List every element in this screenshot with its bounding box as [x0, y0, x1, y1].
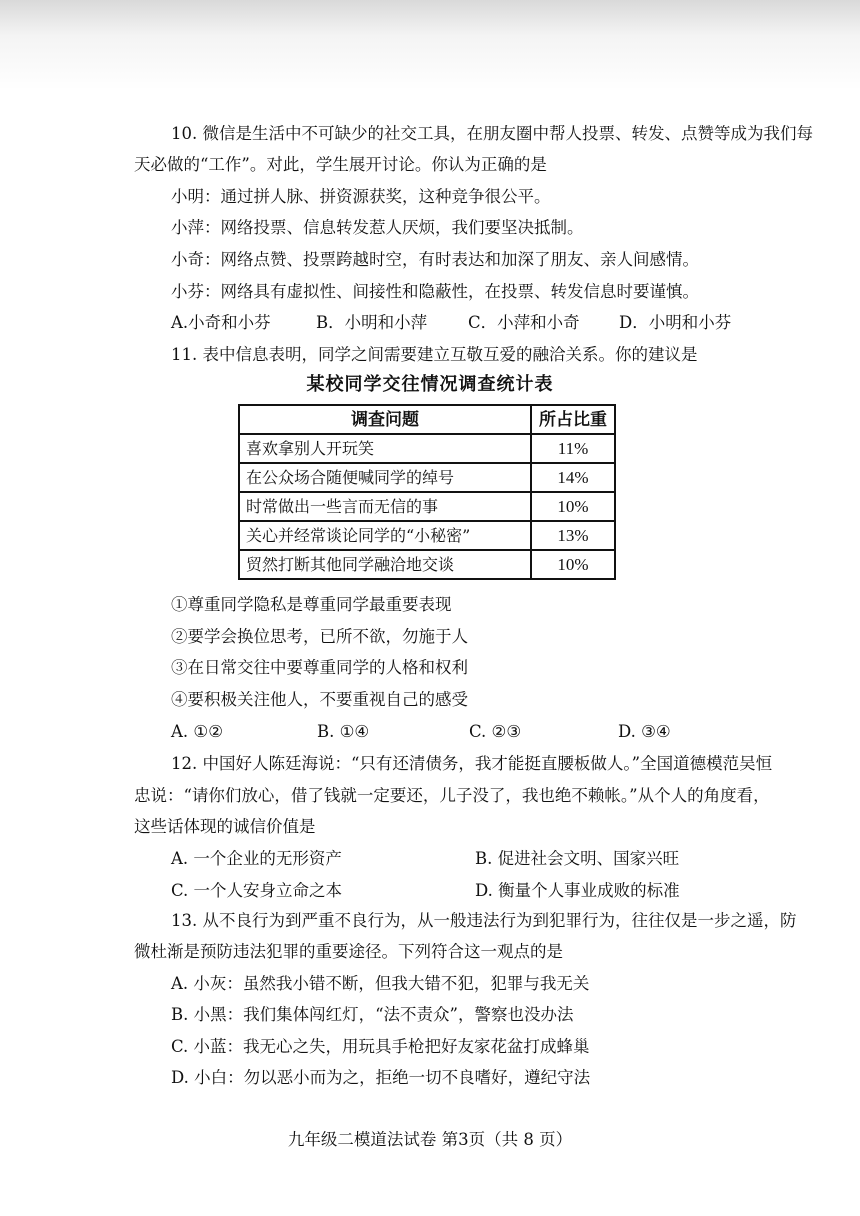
q10-stem-line2: 天必做的“工作”。对此，学生展开讨论。你认为正确的是: [134, 155, 547, 174]
table-row: [239, 550, 615, 579]
page-footer: 九年级二模道法试卷 第3页（共 8 页）: [287, 1130, 573, 1149]
table-row: [239, 521, 615, 550]
q12-stem-line3: 这些话体现的诚信价值是: [134, 817, 316, 836]
table-header-row: [239, 405, 615, 434]
survey-table-title: 某校同学交往情况调查统计表: [306, 374, 554, 395]
q10-statement-4: 小芬：网络具有虚拟性、间接性和隐蔽性，在投票、转发信息时要谨慎。: [171, 282, 699, 301]
q11-item-1: ①尊重同学隐私是尊重同学最重要表现: [171, 595, 452, 614]
q10-statement-2: 小萍：网络投票、信息转发惹人厌烦，我们要坚决抵制。: [171, 218, 584, 237]
table-row: [239, 434, 615, 463]
q12-option-c: C. 一个人安身立命之本: [171, 881, 343, 900]
q11-option-d: D. ③④: [618, 722, 671, 741]
table-cell-ratio: 11%: [531, 434, 615, 463]
table-cell-ratio: 10%: [531, 492, 615, 521]
scan-shadow: [0, 0, 860, 90]
q11-item-2: ②要学会换位思考，已所不欲，勿施于人: [171, 627, 468, 646]
q12-option-d: D. 衡量个人事业成败的标准: [475, 881, 680, 900]
table-cell-question: 贸然打断其他同学融洽地交谈: [239, 550, 531, 579]
q13-option-a: A. 小灰：虽然我小错不断，但我大错不犯，犯罪与我无关: [171, 974, 590, 993]
q13-stem-line1: 13. 从不良行为到严重不良行为，从一般违法行为到犯罪行为，往往仅是一步之遥，防: [171, 911, 797, 930]
q12-stem-line2: 忠说：“请你们放心，借了钱就一定要还，儿子没了，我也绝不赖帐。”从个人的角度看，: [134, 786, 770, 805]
q13-option-c: C. 小蓝：我无心之失，用玩具手枪把好友家花盆打成蜂巢: [171, 1037, 590, 1056]
table-row: [239, 492, 615, 521]
table-cell-question: 喜欢拿别人开玩笑: [239, 434, 531, 463]
q12-option-a: A. 一个企业的无形资产: [171, 849, 342, 868]
column-header-question: 调查问题: [239, 405, 531, 434]
q11-option-c: C. ②③: [469, 722, 522, 741]
table-cell-question: 在公众场合随便喊同学的绰号: [239, 463, 531, 492]
q10-statement-1: 小明：通过拼人脉、拼资源获奖，这种竞争很公平。: [171, 187, 551, 206]
table-cell-ratio: 10%: [531, 550, 615, 579]
q13-option-b: B. 小黑：我们集体闯红灯，“法不责众”，警察也没办法: [171, 1005, 574, 1024]
q10-statement-3: 小奇：网络点赞、投票跨越时空，有时表达和加深了朋友、亲人间感情。: [171, 250, 699, 269]
table-cell-question: 时常做出一些言而无信的事: [239, 492, 531, 521]
q11-stem: 11. 表中信息表明，同学之间需要建立互敬互爱的融洽关系。你的建议是: [171, 345, 698, 364]
q10-stem-line1: 10. 微信是生活中不可缺少的社交工具，在朋友圈中帮人投票、转发、点赞等成为我们每: [171, 124, 813, 143]
table-row: [239, 463, 615, 492]
column-header-ratio: 所占比重: [531, 405, 615, 434]
q11-option-b: B. ①④: [317, 722, 370, 741]
table-cell-ratio: 13%: [531, 521, 615, 550]
q10-option-c: C．小萍和小奇: [468, 313, 580, 332]
q13-option-d: D. 小白：勿以恶小而为之，拒绝一切不良嗜好，遵纪守法: [171, 1068, 591, 1087]
q11-item-3: ③在日常交往中要尊重同学的人格和权利: [171, 658, 468, 677]
q12-stem-line1: 12. 中国好人陈廷海说：“只有还清债务，我才能挺直腰板做人。”全国道德模范吴恒: [171, 754, 773, 773]
survey-table: [238, 404, 616, 580]
table-cell-ratio: 14%: [531, 463, 615, 492]
q11-option-a: A. ①②: [171, 722, 223, 741]
q10-option-a: A.小奇和小芬: [171, 313, 271, 332]
q13-stem-line2: 微杜渐是预防违法犯罪的重要途径。下列符合这一观点的是: [134, 942, 563, 961]
q11-item-4: ④要积极关注他人，不要重视自己的感受: [171, 690, 468, 709]
q12-option-b: B. 促进社会文明、国家兴旺: [475, 849, 680, 868]
q10-option-d: D．小明和小芬: [619, 313, 732, 332]
table-cell-question: 关心并经常谈论同学的“小秘密”: [239, 521, 531, 550]
q10-option-b: B．小明和小萍: [316, 313, 428, 332]
